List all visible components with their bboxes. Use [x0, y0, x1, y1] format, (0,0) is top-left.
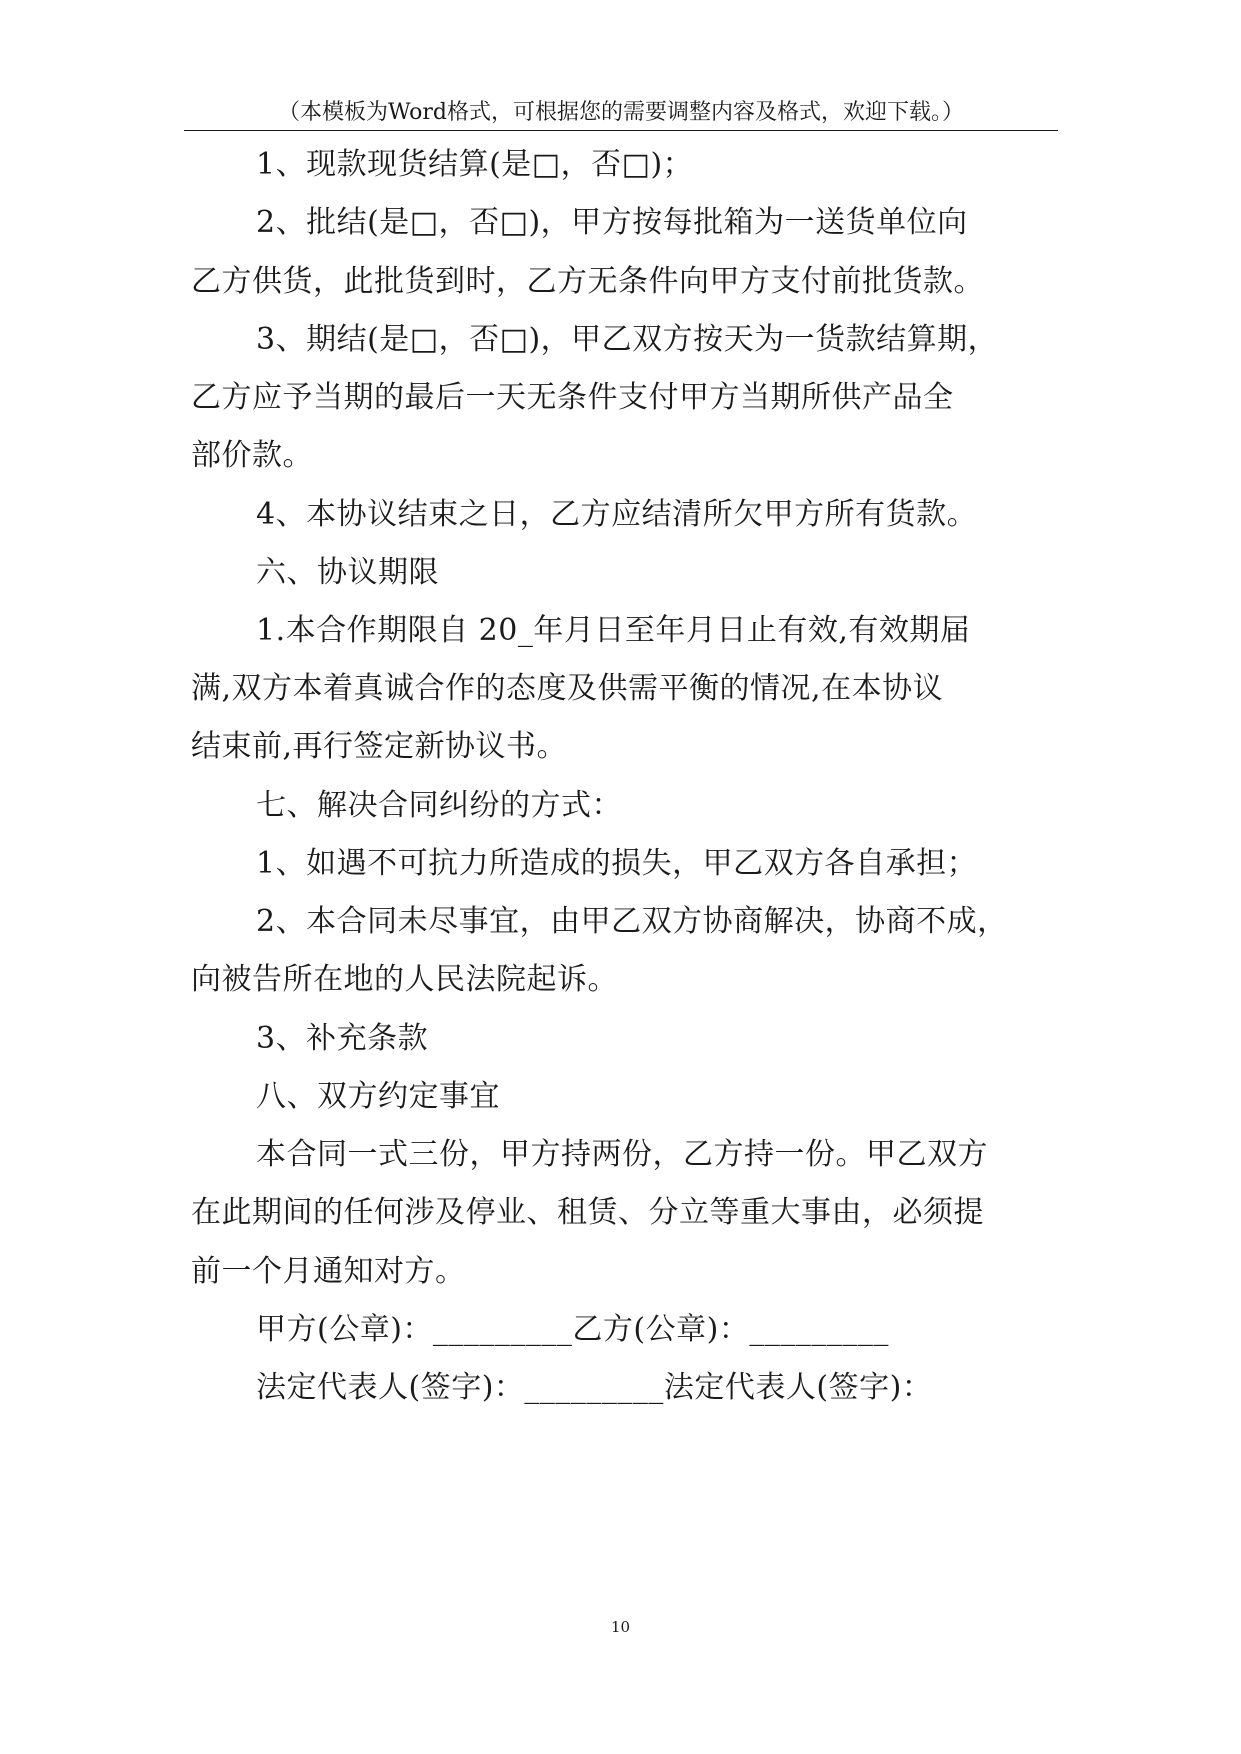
clause-payment-period-cont2: 部价款。: [191, 438, 313, 473]
clause-payment-batch: 2、批结(是□，否□)，甲方按每批箱为一送货单位向: [256, 205, 968, 240]
clause-force-majeure: 1、如遇不可抗力所造成的损失，甲乙双方各自承担；: [256, 846, 978, 881]
signature-seals: 甲方(公章)：_________乙方(公章)：_________: [256, 1312, 889, 1347]
clause-payment-cash: 1、现款现货结算(是□，否□)；: [256, 147, 694, 182]
clause-payment-period-cont: 乙方应予当期的最后一天无条件支付甲方当期所供产品全: [191, 380, 954, 415]
section-heading-agreements: 八、双方约定事宜: [256, 1079, 500, 1114]
section-heading-disputes: 七、解决合同纠纷的方式：: [256, 788, 622, 823]
section-heading-term: 六、协议期限: [256, 555, 439, 590]
clause-supplementary: 3、补充条款: [256, 1021, 429, 1056]
clause-negotiation-cont: 向被告所在地的人民法院起诉。: [191, 962, 618, 997]
clause-copies-cont2: 前一个月通知对方。: [191, 1254, 466, 1289]
clause-term-cont2: 结束前,再行签定新协议书。: [191, 729, 568, 764]
clause-negotiation: 2、本合同未尽事宜，由甲乙双方协商解决，协商不成，: [256, 904, 1008, 939]
page-number: 10: [610, 1618, 631, 1636]
signature-representatives: 法定代表人(签字)：_________法定代表人(签字)：: [256, 1370, 933, 1405]
clause-copies-cont: 在此期间的任何涉及停业、租赁、分立等重大事由，必须提: [191, 1195, 984, 1230]
clause-term: 1.本合作期限自 20_年月日至年月日止有效,有效期届: [256, 613, 971, 648]
clause-settlement: 4、本协议结束之日，乙方应结清所欠甲方所有货款。: [256, 497, 978, 532]
template-note: （本模板为Word格式，可根据您的需要调整内容及格式，欢迎下载。）: [278, 100, 964, 125]
clause-payment-period: 3、期结(是□，否□)，甲乙双方按天为一货款结算期，: [256, 322, 999, 357]
clause-payment-batch-cont: 乙方供货，此批货到时，乙方无条件向甲方支付前批货款。: [191, 264, 984, 299]
header-divider: [184, 130, 1058, 131]
clause-copies: 本合同一式三份，甲方持两份，乙方持一份。甲乙双方: [256, 1137, 988, 1172]
clause-term-cont: 满,双方本着真诚合作的态度及供需平衡的情况,在本协议: [191, 671, 944, 706]
